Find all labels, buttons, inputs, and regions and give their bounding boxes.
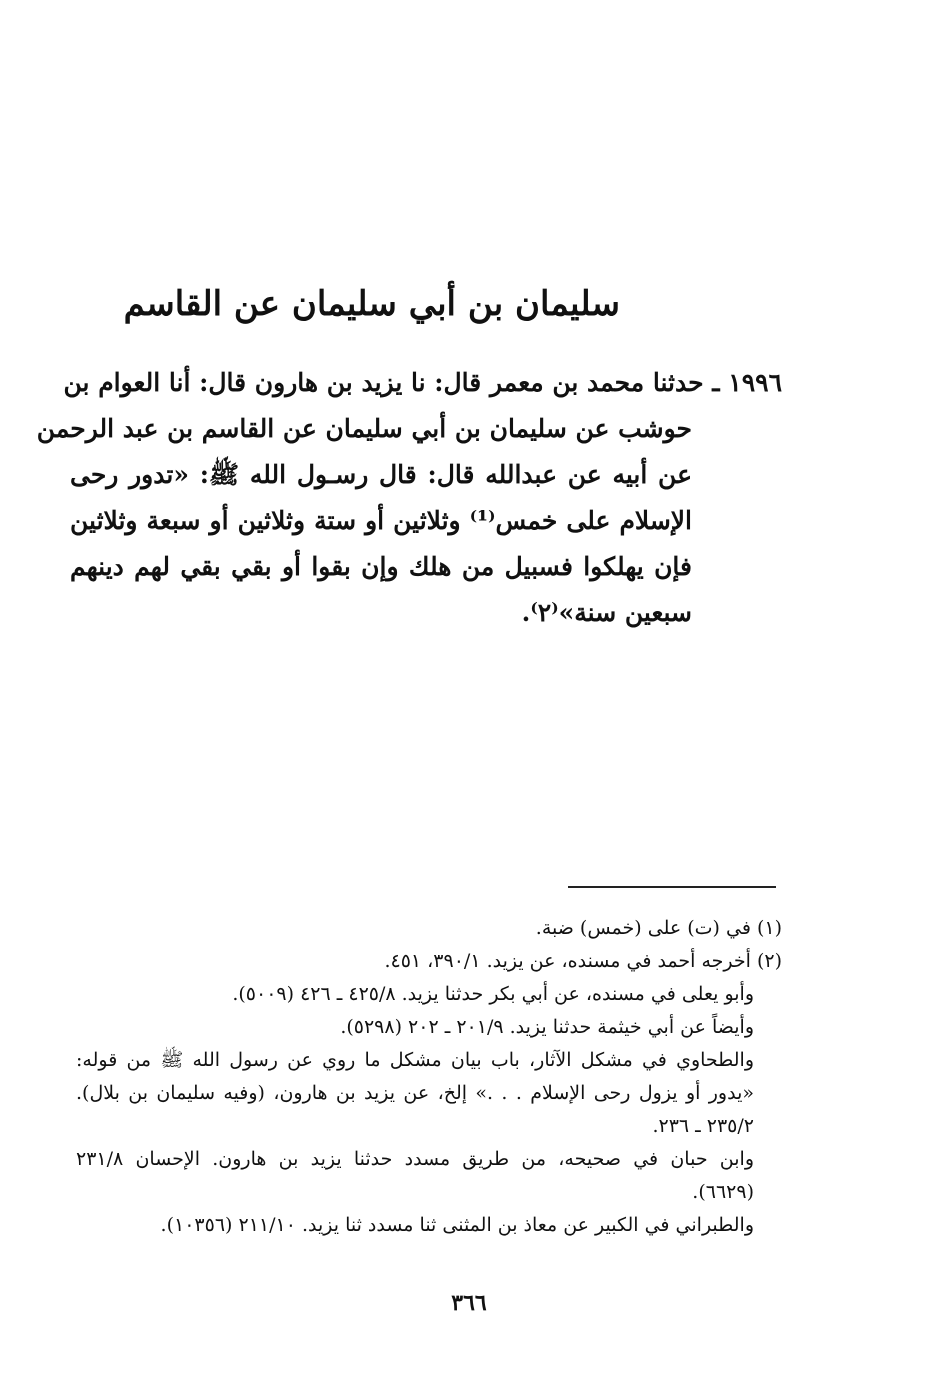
hadith-line-3: عن أبيه عن عبدالله قال: قال رسـول الله ﷺ: «تدور رحى: [70, 460, 692, 489]
footnote-2-line-2: وأبو يعلى في مسنده، عن أبي بكر حدثنا يزيد. ٤٢٥/٨ ـ ٤٢٦ (٥٠٠٩).: [232, 983, 754, 1005]
footnote-2-line-7: وابن حبان في صحيحه، من طريق مسدد حدثنا يزيد بن هارون. الإحسان ٢٣١/٨: [76, 1148, 754, 1170]
hadith-line-2: حوشب عن سليمان بن أبي سليمان عن القاسم بن عبد الرحمن: [36, 414, 692, 443]
section-title: سليمان بن أبي سليمان عن القاسم: [123, 284, 620, 324]
footnote-divider: [568, 886, 776, 888]
hadith-line-6: سبعين سنة»⁽٢⁾.: [521, 598, 692, 627]
footnote-2: (٢) أخرجه أحمد في مسنده، عن يزيد. ٣٩٠/١، ٤٥١.: [384, 950, 782, 972]
footnote-2-line-5: «يدور أو يزول رحى الإسلام . . .» إلخ، عن يزيد بن هارون، (وفيه سليمان بن بلال).: [76, 1082, 754, 1104]
footnote-2-line-4: والطحاوي في مشكل الآثار، باب بيان مشكل ما روي عن رسول الله ﷺ من قوله:: [76, 1049, 754, 1071]
footnotes: [76, 912, 782, 1242]
page-number: ٣٦٦: [451, 1290, 487, 1316]
footnote-2-line-9: والطبراني في الكبير عن معاذ بن المثنى ثنا مسدد ثنا يزيد. ٢١١/١٠ (١٠٣٥٦).: [160, 1214, 754, 1236]
hadith-line-5: فإن يهلكوا فسبيل من هلك وإن بقوا أو بقي بقي لهم دينهم: [70, 552, 692, 581]
footnote-2-line-8: (٦٦٢٩).: [692, 1181, 754, 1203]
footnote-2-line-6: ٢٣٥/٢ ـ ٢٣٦.: [652, 1115, 754, 1137]
footnote-2-line-3: وأيضاً عن أبي خيثمة حدثنا يزيد. ٢٠١/٩ ـ ٢٠٢ (٥٢٩٨).: [340, 1016, 754, 1038]
hadith-line-4: الإسلام على خمس⁽¹⁾ وثلاثين أو ستة وثلاثين أو سبعة وثلاثين: [70, 506, 692, 535]
hadith-text: [36, 360, 782, 636]
hadith-line-1: ١٩٩٦ ـ حدثنا محمد بن معمر قال: نا يزيد بن هارون قال: أنا العوام بن: [63, 368, 782, 397]
footnote-1: (١) في (ت) على (خمس) ضبة.: [535, 917, 782, 939]
